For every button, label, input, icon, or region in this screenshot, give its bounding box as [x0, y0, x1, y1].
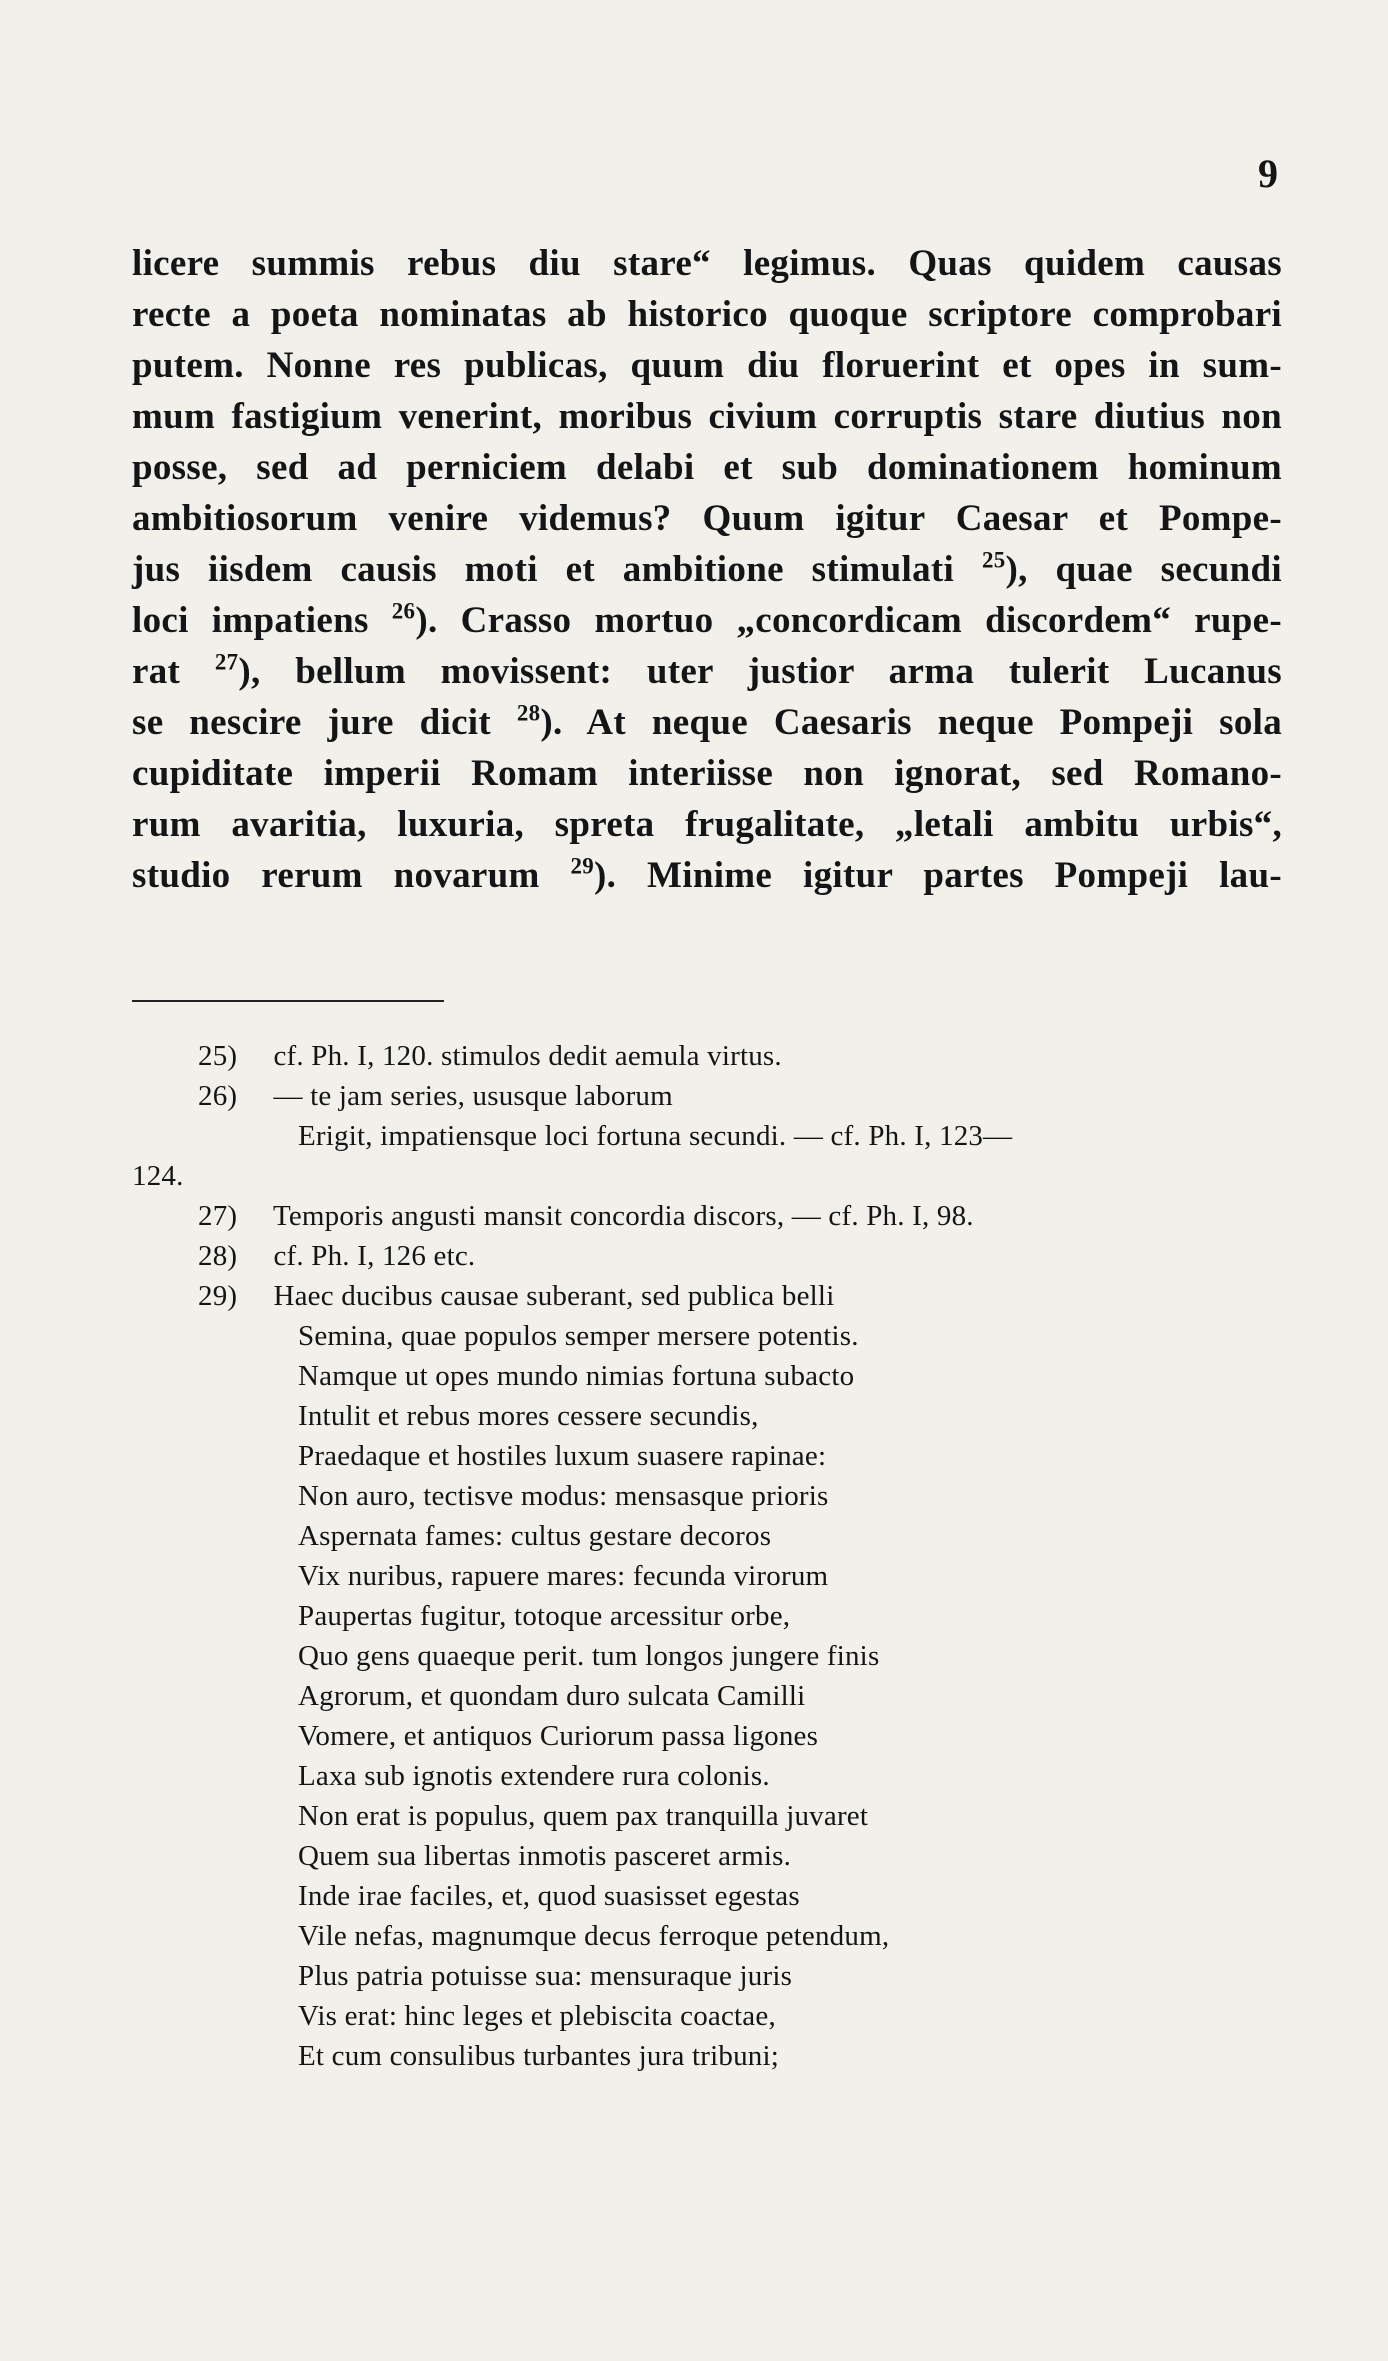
text-fragment: ). At neque Caesaris neque Pompeji sola — [540, 702, 1282, 743]
footnote-text: — te jam series, ususque laborum — [273, 1080, 673, 1112]
text-line — [132, 697, 1282, 748]
text-line: licere summis rebus diu stare“ legimus. Quas quidem causas — [132, 243, 1282, 284]
text-line — [132, 850, 1282, 901]
verse-quotation — [132, 1316, 1282, 2076]
text-fragment: studio rerum novarum — [132, 855, 540, 896]
footnote-ref-26[interactable]: 26 — [391, 598, 416, 624]
text-fragment: ). Minime igitur partes Pompeji lau- — [594, 855, 1282, 896]
text-line: cupiditate imperii Romam interiisse non ignorat, sed Romano- — [132, 753, 1282, 794]
footnote-text: Haec ducibus causae suberant, sed publica belli — [273, 1280, 835, 1312]
footnote-number: 28) — [198, 1240, 238, 1272]
text-line: recte a poeta nominatas ab historico quoque scriptore comprobari — [132, 294, 1282, 335]
verse-line: Quem sua libertas inmotis pasceret armis. — [298, 1840, 792, 1872]
footnote-text: cf. Ph. I, 120. stimulos dedit aemula virtus. — [273, 1040, 782, 1072]
verse-line: Paupertas fugitur, totoque arcessitur orbe, — [298, 1600, 791, 1632]
text-line — [132, 595, 1282, 646]
footnote-text: cf. Ph. I, 126 etc. — [273, 1240, 476, 1272]
verse-line: Non auro, tectisve modus: mensasque prioris — [298, 1480, 829, 1512]
footnote-continuation: Erigit, impatiensque loci fortuna secundi. — cf. Ph. I, 123— — [298, 1120, 1013, 1152]
verse-line: Quo gens quaeque perit. tum longos jungere finis — [298, 1640, 880, 1672]
footnote-text: Temporis angusti mansit concordia discors, — cf. Ph. I, 98. — [272, 1200, 974, 1232]
verse-line: Inde irae faciles, et, quod suasisset egestas — [298, 1880, 800, 1912]
verse-line: Agrorum, et quondam duro sulcata Camilli — [298, 1680, 806, 1712]
verse-line: Et cum consulibus turbantes jura tribuni; — [298, 2040, 779, 2072]
footnotes — [132, 1036, 1282, 2076]
text-fragment: jus iisdem causis moti et ambitione stimulati — [132, 549, 955, 590]
text-fragment: ), bellum movissent: uter justior arma tulerit Lucanus — [238, 651, 1282, 692]
verse-line: Namque ut opes mundo nimias fortuna subacto — [298, 1360, 855, 1392]
verse-line: Laxa sub ignotis extendere rura colonis. — [298, 1760, 770, 1792]
text-line — [132, 544, 1282, 595]
verse-line: Aspernata fames: cultus gestare decoros — [298, 1520, 772, 1552]
footnote-number: 29) — [198, 1280, 238, 1312]
verse-line: Vomere, et antiquos Curiorum passa ligones — [298, 1720, 819, 1752]
footnote-26 — [132, 1076, 1282, 1116]
text-fragment: se nescire jure dicit — [132, 702, 492, 743]
footnote-number: 27) — [198, 1200, 238, 1232]
footnote-ref-29[interactable]: 29 — [570, 853, 595, 879]
verse-line: Non erat is populus, quem pax tranquilla juvaret — [298, 1800, 869, 1832]
text-line: rum avaritia, luxuria, spreta frugalitate, „letali ambitu urbis“, — [132, 804, 1282, 845]
footnote-ref-25[interactable]: 25 — [981, 547, 1006, 573]
footnote-number: 25) — [198, 1040, 238, 1072]
footnote-25 — [132, 1036, 1282, 1076]
footnote-continuation: 124. — [132, 1160, 184, 1192]
footnote-ref-27[interactable]: 27 — [214, 649, 239, 675]
main-text — [132, 238, 1282, 901]
text-fragment: ). Crasso mortuo „concordicam discordem“ rupe- — [415, 600, 1282, 641]
footnote-divider — [132, 1000, 444, 1002]
verse-line: Semina, quae populos semper mersere potentis. — [298, 1320, 859, 1352]
footnote-29 — [132, 1276, 1282, 1316]
text-line — [132, 646, 1282, 697]
page-number: 9 — [1258, 151, 1278, 196]
footnote-number: 26) — [198, 1080, 238, 1112]
text-fragment: ), quae secundi — [1005, 549, 1282, 590]
verse-line: Vis erat: hinc leges et plebiscita coactae, — [298, 2000, 776, 2032]
text-line: putem. Nonne res publicas, quum diu floruerint et opes in sum- — [132, 345, 1282, 386]
verse-line: Vile nefas, magnumque decus ferroque petendum, — [298, 1920, 890, 1952]
footnote-ref-28[interactable]: 28 — [516, 700, 541, 726]
verse-line: Vix nuribus, rapuere mares: fecunda virorum — [298, 1560, 829, 1592]
footnote-28 — [132, 1236, 1282, 1276]
footnote-27 — [132, 1196, 1282, 1236]
verse-line: Praedaque et hostiles luxum suasere rapinae: — [298, 1440, 827, 1472]
text-line: ambitiosorum venire videmus? Quum igitur Caesar et Pompe- — [132, 498, 1282, 539]
text-fragment: loci impatiens — [132, 600, 369, 641]
text-line: mum fastigium venerint, moribus civium corruptis stare diutius non — [132, 396, 1282, 437]
verse-line: Plus patria potuisse sua: mensuraque juris — [298, 1960, 793, 1992]
text-fragment: rat — [132, 651, 181, 692]
verse-line: Intulit et rebus mores cessere secundis, — [298, 1400, 759, 1432]
text-line: posse, sed ad perniciem delabi et sub dominationem hominum — [132, 447, 1282, 488]
